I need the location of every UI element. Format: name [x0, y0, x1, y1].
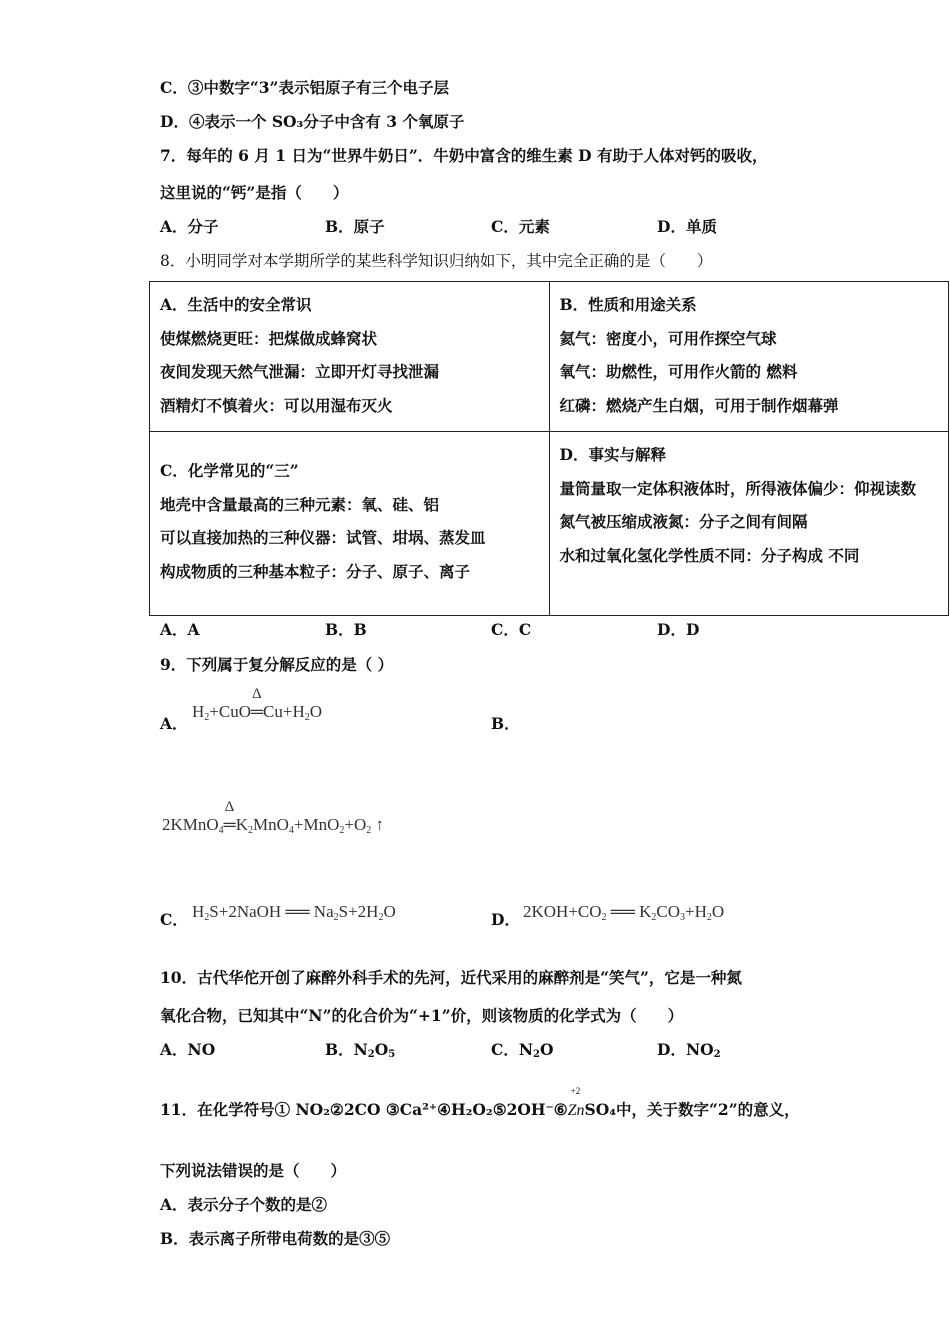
q7-option-b: B．原子 — [325, 217, 385, 236]
q8-cell-a-line: 夜间发现天然气泄漏：立即开灯寻找泄漏 — [160, 362, 440, 381]
q8-cell-a-line: 使煤燃烧更旺：把煤做成蜂窝状 — [160, 328, 378, 348]
q8-cell-d-line: 水和过氧化氢化学性质不同：分子构成 不同 — [559, 545, 860, 565]
q10-option-a: A．NO — [160, 1040, 216, 1059]
q11-stem-line1 — [160, 1086, 800, 1121]
q10-option-d: D．NO2 — [657, 1040, 721, 1060]
q9-label-b: B． — [491, 714, 520, 733]
q8-stem: 8．小明同学对本学期所学的某些科学知识归纳如下，其中完全正确的是（ ） — [160, 252, 713, 270]
q9-equation-a: $H_2+CuO$ Δ $═Cu+H_2O$ — [192, 701, 322, 729]
q8-option-a: A．A — [160, 620, 200, 639]
q8-cell-b-line: 氦气：密度小，可用作探空气球 — [559, 328, 777, 348]
q8-cell-b — [549, 282, 949, 432]
zn-charge-symbol — [567, 1086, 585, 1121]
q8-option-c: C．C — [491, 620, 532, 639]
q8-cell-c — [150, 432, 550, 616]
q8-cell-c-title: C．化学常见的“三” — [160, 461, 299, 480]
q7-option-a: A．分子 — [160, 217, 219, 236]
q7-stem-line2: 这里说的“钙”是指（ ） — [160, 183, 349, 202]
q9-stem: 9．下列属于复分解反应的是（ ） — [160, 655, 394, 674]
q7-option-c: C．元素 — [491, 217, 550, 236]
q8-knowledge-table — [149, 281, 949, 616]
q10-option-b: B．N2O5 — [325, 1040, 396, 1060]
q6-option-d: D．④表示一个 SO₃分子中含有 3 个氧原子 — [160, 112, 465, 131]
q8-cell-b-line: 氧气：助燃性，可用作火箭的 燃料 — [559, 362, 798, 381]
zn-symbol: Zn — [567, 1102, 585, 1119]
q8-cell-b-line: 红磷：燃烧产生白烟，可用于制作烟幕弹 — [559, 395, 839, 415]
q8-cell-b-title: B．性质和用途关系 — [559, 295, 697, 314]
q9-equation-d: $2KOH+CO_2$ ══ $K_2CO_3+H_2O$ — [523, 902, 725, 923]
q8-cell-d-line: 氮气被压缩成液氮：分子之间有间隔 — [559, 512, 808, 531]
q9-equation-b: 2KMnO$_4$ Δ $═K_2MnO_4+MnO_2+O_2$ ↑ — [162, 814, 384, 842]
q8-cell-d-title: D．事实与解释 — [559, 445, 666, 464]
q8-cell-d — [549, 432, 949, 616]
q8-option-d: D．D — [657, 620, 700, 639]
q11-stem-post: SO₄中，关于数字“2”的意义， — [584, 1100, 800, 1119]
heat-delta-icon: Δ — [251, 686, 262, 702]
q7-option-d: D．单质 — [657, 217, 717, 236]
q8-cell-a — [150, 282, 550, 432]
q10-stem-line2: 氧化合物，已知其中“N”的化合价为“+1”价，则该物质的化学式为（ ） — [160, 1006, 684, 1025]
q9-label-d: D． — [491, 910, 520, 929]
q9-equation-c: $H_2S+2NaOH$ ══ $Na_2S+2H_2O$ — [192, 902, 396, 923]
q10-option-c: C．N2O — [491, 1040, 554, 1060]
q8-cell-a-line: 酒精灯不慎着火：可以用湿布灭火 — [160, 395, 393, 415]
q8-cell-c-line: 构成物质的三种基本粒子：分子、原子、离子 — [160, 561, 471, 581]
q11-stem-pre: 11．在化学符号① NO₂②2CO ③Ca²⁺④H₂O₂⑤2OH⁻⑥ — [160, 1100, 568, 1119]
heat-delta-icon: Δ — [224, 799, 235, 815]
q8-option-b: B．B — [325, 620, 367, 639]
zn-charge: +2 — [570, 1086, 581, 1096]
q9-label-a: A． — [160, 714, 188, 733]
q11-option-b: B．表示离子所带电荷数的是③⑤ — [160, 1229, 391, 1248]
q11-option-a: A．表示分子个数的是② — [160, 1195, 328, 1214]
q10-stem-line1: 10．古代华佗开创了麻醉外科手术的先河，近代采用的麻醉剂是“笑气”，它是一种氮 — [160, 968, 742, 987]
q8-cell-d-line: 量筒量取一定体积液体时，所得液体偏少：仰视读数 — [559, 478, 917, 498]
q9-label-c: C． — [160, 910, 188, 929]
q11-stem-line2: 下列说法错误的是（ ） — [160, 1161, 347, 1180]
q6-option-c: C．③中数字“3”表示铝原子有三个电子层 — [160, 78, 449, 97]
q8-cell-c-line: 地壳中含量最高的三种元素：氧、硅、铝 — [160, 494, 440, 514]
q10-option-d-label: D．NO — [657, 1040, 714, 1059]
q7-stem-line1: 7．每年的 6 月 1 日为“世界牛奶日”．牛奶中富含的维生素 D 有助于人体对钙的吸收， — [160, 146, 768, 165]
q8-cell-c-line: 可以直接加热的三种仪器：试管、坩埚、蒸发皿 — [160, 528, 486, 547]
q8-cell-a-title: A．生活中的安全常识 — [160, 295, 312, 314]
